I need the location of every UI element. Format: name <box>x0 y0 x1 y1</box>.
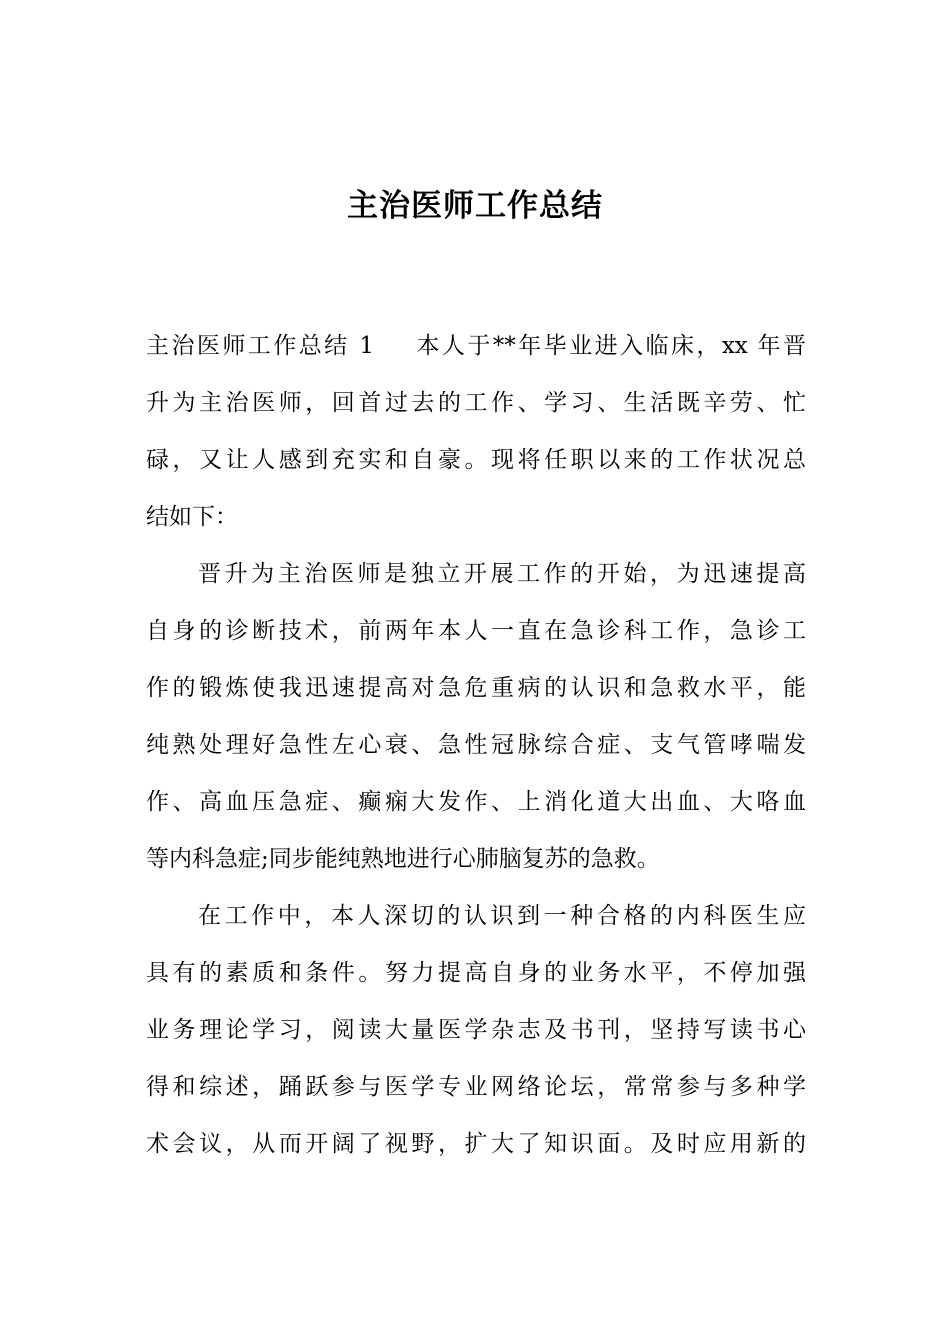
text-line: 业务理论学习，阅读大量医学杂志及书刊，坚持写读书心 <box>146 1017 806 1043</box>
text-line: 自身的诊断技术，前两年本人一直在急诊科工作，急诊工 <box>146 618 806 644</box>
document-title: 主治医师工作总结 <box>347 188 603 224</box>
document-body <box>146 318 806 1173</box>
text-line: 术会议，从而开阔了视野，扩大了知识面。及时应用新的 <box>146 1131 806 1157</box>
text-line: 作、高血压急症、癫痫大发作、上消化道大出血、大咯血 <box>146 789 806 815</box>
text-line: 具有的素质和条件。努力提高自身的业务水平，不停加强 <box>146 960 806 986</box>
text-line: 升为主治医师，回首过去的工作、学习、生活既辛劳、忙 <box>146 390 806 416</box>
text-line: 作的锻炼使我迅速提高对急危重病的认识和急救水平，能 <box>146 675 806 701</box>
text-line: 在工作中，本人深切的认识到一种合格的内科医生应 <box>198 903 806 929</box>
text-line <box>146 318 806 375</box>
paragraph <box>146 546 806 888</box>
text-line: 结如下： <box>146 504 238 530</box>
text-line: 等内科急症;同步能纯熟地进行心肺脑复苏的急救。 <box>146 846 660 872</box>
text-line: 纯熟处理好急性左心衰、急性冠脉综合症、支气管哮喘发 <box>146 732 806 758</box>
section-heading: 主治医师工作总结 1 <box>146 333 374 359</box>
paragraph <box>146 888 806 1173</box>
paragraph <box>146 318 806 546</box>
text-fragment: 本人于**年毕业进入临床，xx 年晋 <box>414 333 806 359</box>
text-line: 得和综述，踊跃参与医学专业网络论坛，常常参与多种学 <box>146 1074 806 1100</box>
text-line: 碌，又让人感到充实和自豪。现将任职以来的工作状况总 <box>146 447 806 473</box>
text-line: 晋升为主治医师是独立开展工作的开始，为迅速提高 <box>198 561 806 587</box>
